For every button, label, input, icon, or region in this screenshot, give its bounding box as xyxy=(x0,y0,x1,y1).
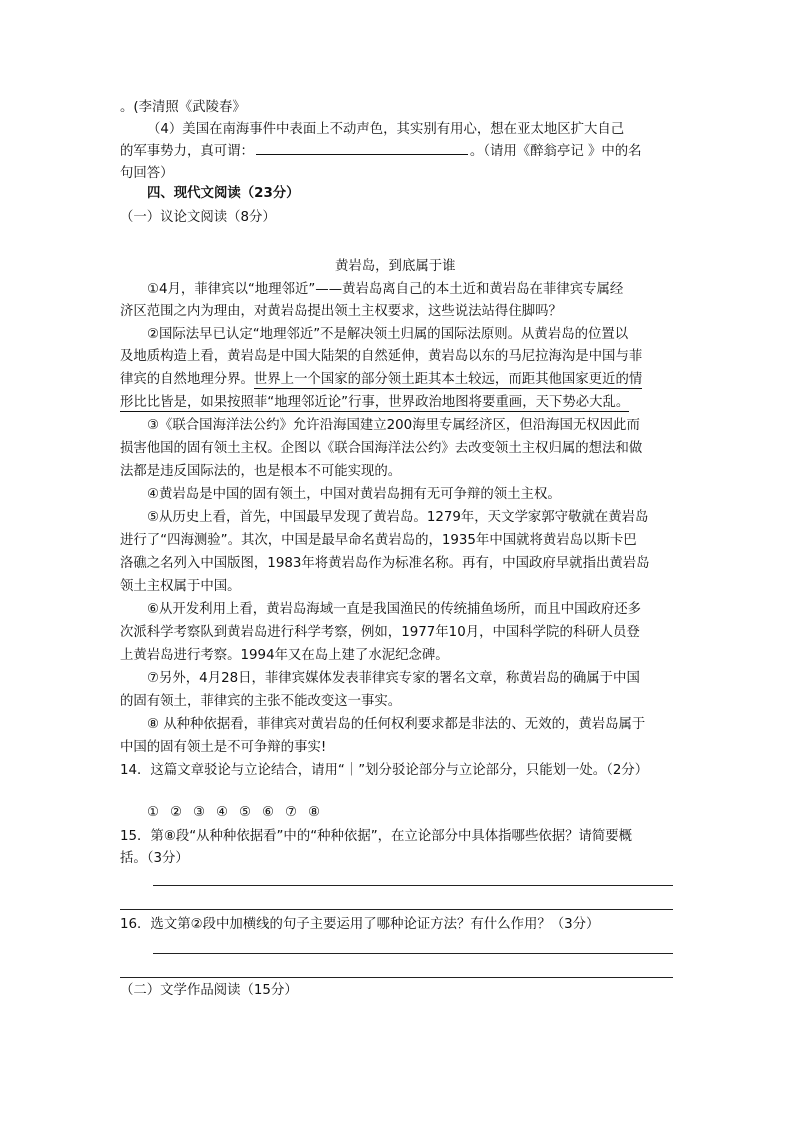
choice-7[interactable]: ⑦ xyxy=(285,805,298,820)
question-14: 14．这篇文章驳论与立论结合，请用“｜”划分驳论部分与立论部分，只能划一处。（2分） xyxy=(120,763,649,778)
paragraph-number-choices[interactable] xyxy=(147,802,331,824)
underlined-sentence: 形比比皆是，如果按照菲“地理邻近论”行事，世界政治地图将要重画，天下势必大乱。 xyxy=(120,395,630,410)
underlined-sentence: 世界上一个国家的部分领土距其本土较远，而距其他国家更近的情 xyxy=(253,372,643,387)
part-1-heading: （一）议论文阅读（8分） xyxy=(120,210,276,225)
choice-4[interactable]: ④ xyxy=(216,805,229,820)
paragraph-7-line: 的固有领土，菲律宾的主张不能改变这一事实。 xyxy=(120,694,402,709)
paragraph-1-line: ①4月，菲律宾以“地理邻近”——黄岩岛离自己的本土近和黄岩岛在菲律宾专属经 xyxy=(147,282,624,297)
paragraph-5-line: ⑤从历史上看，首先，中国最早发现了黄岩岛。1279年，天文学家郭守敬就在黄岩岛 xyxy=(147,510,649,525)
choice-2[interactable]: ② xyxy=(170,805,183,820)
choice-1[interactable]: ① xyxy=(147,805,160,820)
paragraph-3-line: 法都是违反国际法的，也是根本不可能实现的。 xyxy=(120,464,402,479)
part-2-heading: （二）文学作品阅读（15分） xyxy=(120,983,298,998)
poem-citation: 。(李清照《武陵春》 xyxy=(120,100,246,115)
choice-8[interactable]: ⑧ xyxy=(308,805,321,820)
paragraph-2-line xyxy=(120,392,629,414)
question-4-suffix: 。（请用《醉翁亭记 》中的名 xyxy=(469,144,642,159)
question-4-line-3: 句回答） xyxy=(120,166,174,181)
choice-5[interactable]: ⑤ xyxy=(239,805,252,820)
paragraph-8-line: ⑧ 从种种依据看，菲律宾对黄岩岛的任何权利要求都是非法的、无效的，黄岩岛属于 xyxy=(147,717,646,732)
section-heading: 四、现代文阅读（23分） xyxy=(147,186,300,201)
question-4-line-1: （4）美国在南海事件中表面上不动声色，其实别有用心，想在亚太地区扩大自己 xyxy=(147,122,625,137)
question-4-line-2 xyxy=(120,141,642,163)
paragraph-2-line: ②国际法早已认定“地理邻近”不是解决领土归属的国际法原则。从黄岩岛的位置以 xyxy=(147,327,629,342)
answer-line[interactable] xyxy=(120,977,673,978)
paragraph-6-line: ⑥从开发利用上看，黄岩岛海域一直是我国渔民的传统捕鱼场所，而且中国政府还多 xyxy=(147,602,642,617)
paragraph-2-text: 律宾的自然地理分界。 xyxy=(120,372,254,387)
question-15-line-1: 15．第⑧段“从种种依据看”中的“种种依据”，在立论部分中具体指哪些依据？请简要概 xyxy=(120,829,633,844)
question-15-line-2: 括。（3分） xyxy=(120,851,189,866)
paragraph-6-line: 次派科学考察队到黄岩岛进行科学考察，例如，1977年10月，中国科学院的科研人员登 xyxy=(120,625,640,640)
article-title: 黄岩岛，到底属于谁 xyxy=(335,259,456,274)
answer-line[interactable] xyxy=(153,885,673,886)
paragraph-5-line: 洛礁之名列入中国版图，1983年将黄岩岛作为标准名称。再有，中国政府早就指出黄岩岛 xyxy=(120,556,650,571)
answer-line[interactable] xyxy=(153,953,673,954)
paragraph-6-line: 上黄岩岛进行考察。1994年又在岛上建了水泥纪念碑。 xyxy=(120,648,449,663)
paragraph-5-line: 领土主权属于中国。 xyxy=(120,579,241,594)
paragraph-2-line: 及地质构造上看，黄岩岛是中国大陆架的自然延伸，黄岩岛以东的马尼拉海沟是中国与菲 xyxy=(120,349,643,364)
paragraph-3-line: 损害他国的固有领土主权。企图以《联合国海洋法公约》去改变领土主权归属的想法和做 xyxy=(120,441,643,456)
paragraph-3-line: ③《联合国海洋法公约》允许沿海国建立200海里专属经济区，但沿海国无权因此而 xyxy=(147,418,640,433)
answer-line[interactable] xyxy=(120,909,673,910)
paragraph-4-line: ④黄岩岛是中国的固有领土，中国对黄岩岛拥有无可争辩的领土主权。 xyxy=(147,487,561,502)
paragraph-5-line: 进行了“四海测验”。其次，中国是最早命名黄岩岛的，1935年中国就将黄岩岛以斯卡巴 xyxy=(120,533,637,548)
question-16: 16．选文第②段中加横线的句子主要运用了哪种论证方法？有什么作用？（3分） xyxy=(120,917,600,932)
paragraph-7-line: ⑦另外，4月28日，菲律宾媒体发表菲律宾专家的署名文章，称黄岩岛的确属于中国 xyxy=(147,671,640,686)
question-4-prefix: 的军事势力，真可谓： xyxy=(120,144,254,159)
paragraph-2-line xyxy=(120,369,642,391)
choice-6[interactable]: ⑥ xyxy=(262,805,275,820)
answer-blank[interactable] xyxy=(256,141,468,155)
paragraph-8-line: 中国的固有领土是不可争辩的事实! xyxy=(120,740,327,755)
choice-3[interactable]: ③ xyxy=(193,805,206,820)
paragraph-1-line: 济区范围之内为理由，对黄岩岛提出领土主权要求，这些说法站得住脚吗？ xyxy=(120,304,562,319)
